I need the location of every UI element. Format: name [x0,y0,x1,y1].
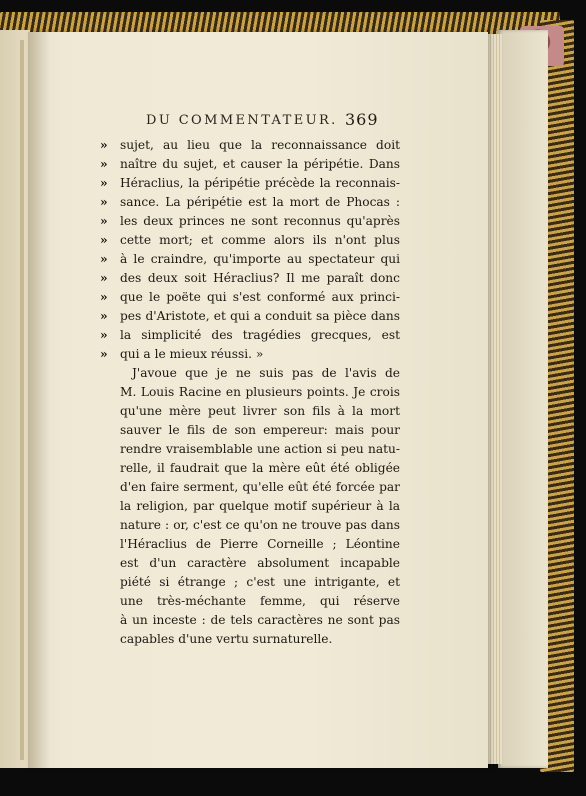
text-line [100,155,400,174]
quote-marker [100,364,120,383]
line-text: M. Louis Racine en plusieurs points. Je crois [120,385,400,399]
text-line [100,459,400,478]
quote-marker [100,516,120,535]
text-line [100,421,400,440]
text-line [100,535,400,554]
line-text: cette mort; et comme alors ils n'ont plus [120,233,400,247]
quote-marker [100,459,120,478]
text-line [100,250,400,269]
line-text: relle, il faudrait que la mère eût été obligée [120,461,400,475]
body-text [100,136,400,649]
line-text: des deux soit Héraclius? Il me paraît donc [120,271,400,285]
text-line [100,288,400,307]
text-line [100,136,400,155]
quote-marker: » [100,309,108,323]
text-line [100,383,400,402]
text-line [100,478,400,497]
gilt-top-edge [0,12,560,34]
text-line [100,497,400,516]
line-text: que le poëte qui s'est conformé aux princi- [120,290,400,304]
line-text: qui a le mieux réussi. » [120,347,264,361]
quote-marker [100,478,120,497]
text-line [100,231,400,250]
text-line [100,440,400,459]
quote-marker: » [100,271,108,285]
line-text: sauver le fils de son empereur: mais pour [120,423,400,437]
line-text: à le craindre, qu'importe au spectateur qui [120,252,400,266]
text-line [100,611,400,630]
line-text: à un inceste : de tels caractères ne sont pas [120,613,400,627]
line-text: la simplicité des tragédies grecques, est [120,328,400,342]
text-line [100,573,400,592]
quote-marker [100,402,120,421]
quote-marker [100,592,120,611]
gutter-shadow [28,32,50,768]
text-line [100,212,400,231]
previous-leaf [0,30,30,768]
text-line [100,345,400,364]
quote-marker [100,440,120,459]
line-text: l'Héraclius de Pierre Corneille ; Léontine [120,537,400,551]
line-text: J'avoue que je ne suis pas de l'avis de [132,366,400,380]
quote-marker [100,611,120,630]
quote-marker [100,630,120,649]
line-text: est d'un caractère absolument incapable [120,556,400,570]
binding-gutter [20,40,24,760]
quote-marker [100,573,120,592]
quote-marker: » [100,138,108,152]
quote-marker [100,554,120,573]
quote-marker [100,421,120,440]
line-text: une très-méchante femme, qui réserve [120,594,400,608]
text-line [100,326,400,345]
quote-marker: » [100,195,108,209]
line-text: piété si étrange ; c'est une intrigante, et [120,575,400,589]
text-line [100,402,400,421]
line-text: naître du sujet, et causer la péripétie. Dans [120,157,400,171]
text-line [100,174,400,193]
line-text: Héraclius, la péripétie précède la reconnais- [120,176,400,190]
quote-marker: » [100,252,108,266]
line-text: sance. La péripétie est la mort de Phocas : [120,195,400,209]
line-text: qu'une mère peut livrer son fils à la mort [120,404,400,418]
line-text: sujet, au lieu que la reconnaissance doit [120,138,400,152]
quote-marker: » [100,290,108,304]
quote-marker: » [100,176,108,190]
line-text: nature : or, c'est ce qu'on ne trouve pas dans [120,518,400,532]
line-text: les deux princes ne sont reconnus qu'après [120,214,400,228]
quote-marker: » [100,233,108,247]
text-line [100,193,400,212]
line-text: capables d'une vertu surnaturelle. [120,632,333,646]
quote-marker [100,383,120,402]
page-number: 369 [345,110,379,129]
quote-marker: » [100,347,108,361]
quote-marker [100,497,120,516]
line-text: d'en faire serment, qu'elle eût été forcée par [120,480,400,494]
quote-marker: » [100,214,108,228]
text-line [100,307,400,326]
text-line [100,592,400,611]
line-text: rendre vraisemblable une action si peu natu- [120,442,400,456]
quote-marker: » [100,157,108,171]
quote-marker [100,535,120,554]
text-line [100,630,400,649]
line-text: la religion, par quelque motif supérieur à la [120,499,400,513]
text-line [100,269,400,288]
line-text: pes d'Aristote, et qui a conduit sa pièce dans [120,309,400,323]
text-line [100,516,400,535]
running-head-title: DU COMMENTATEUR. [146,113,338,128]
text-line [100,364,400,383]
quote-marker: » [100,328,108,342]
text-line [100,554,400,573]
back-leaf [498,30,548,768]
